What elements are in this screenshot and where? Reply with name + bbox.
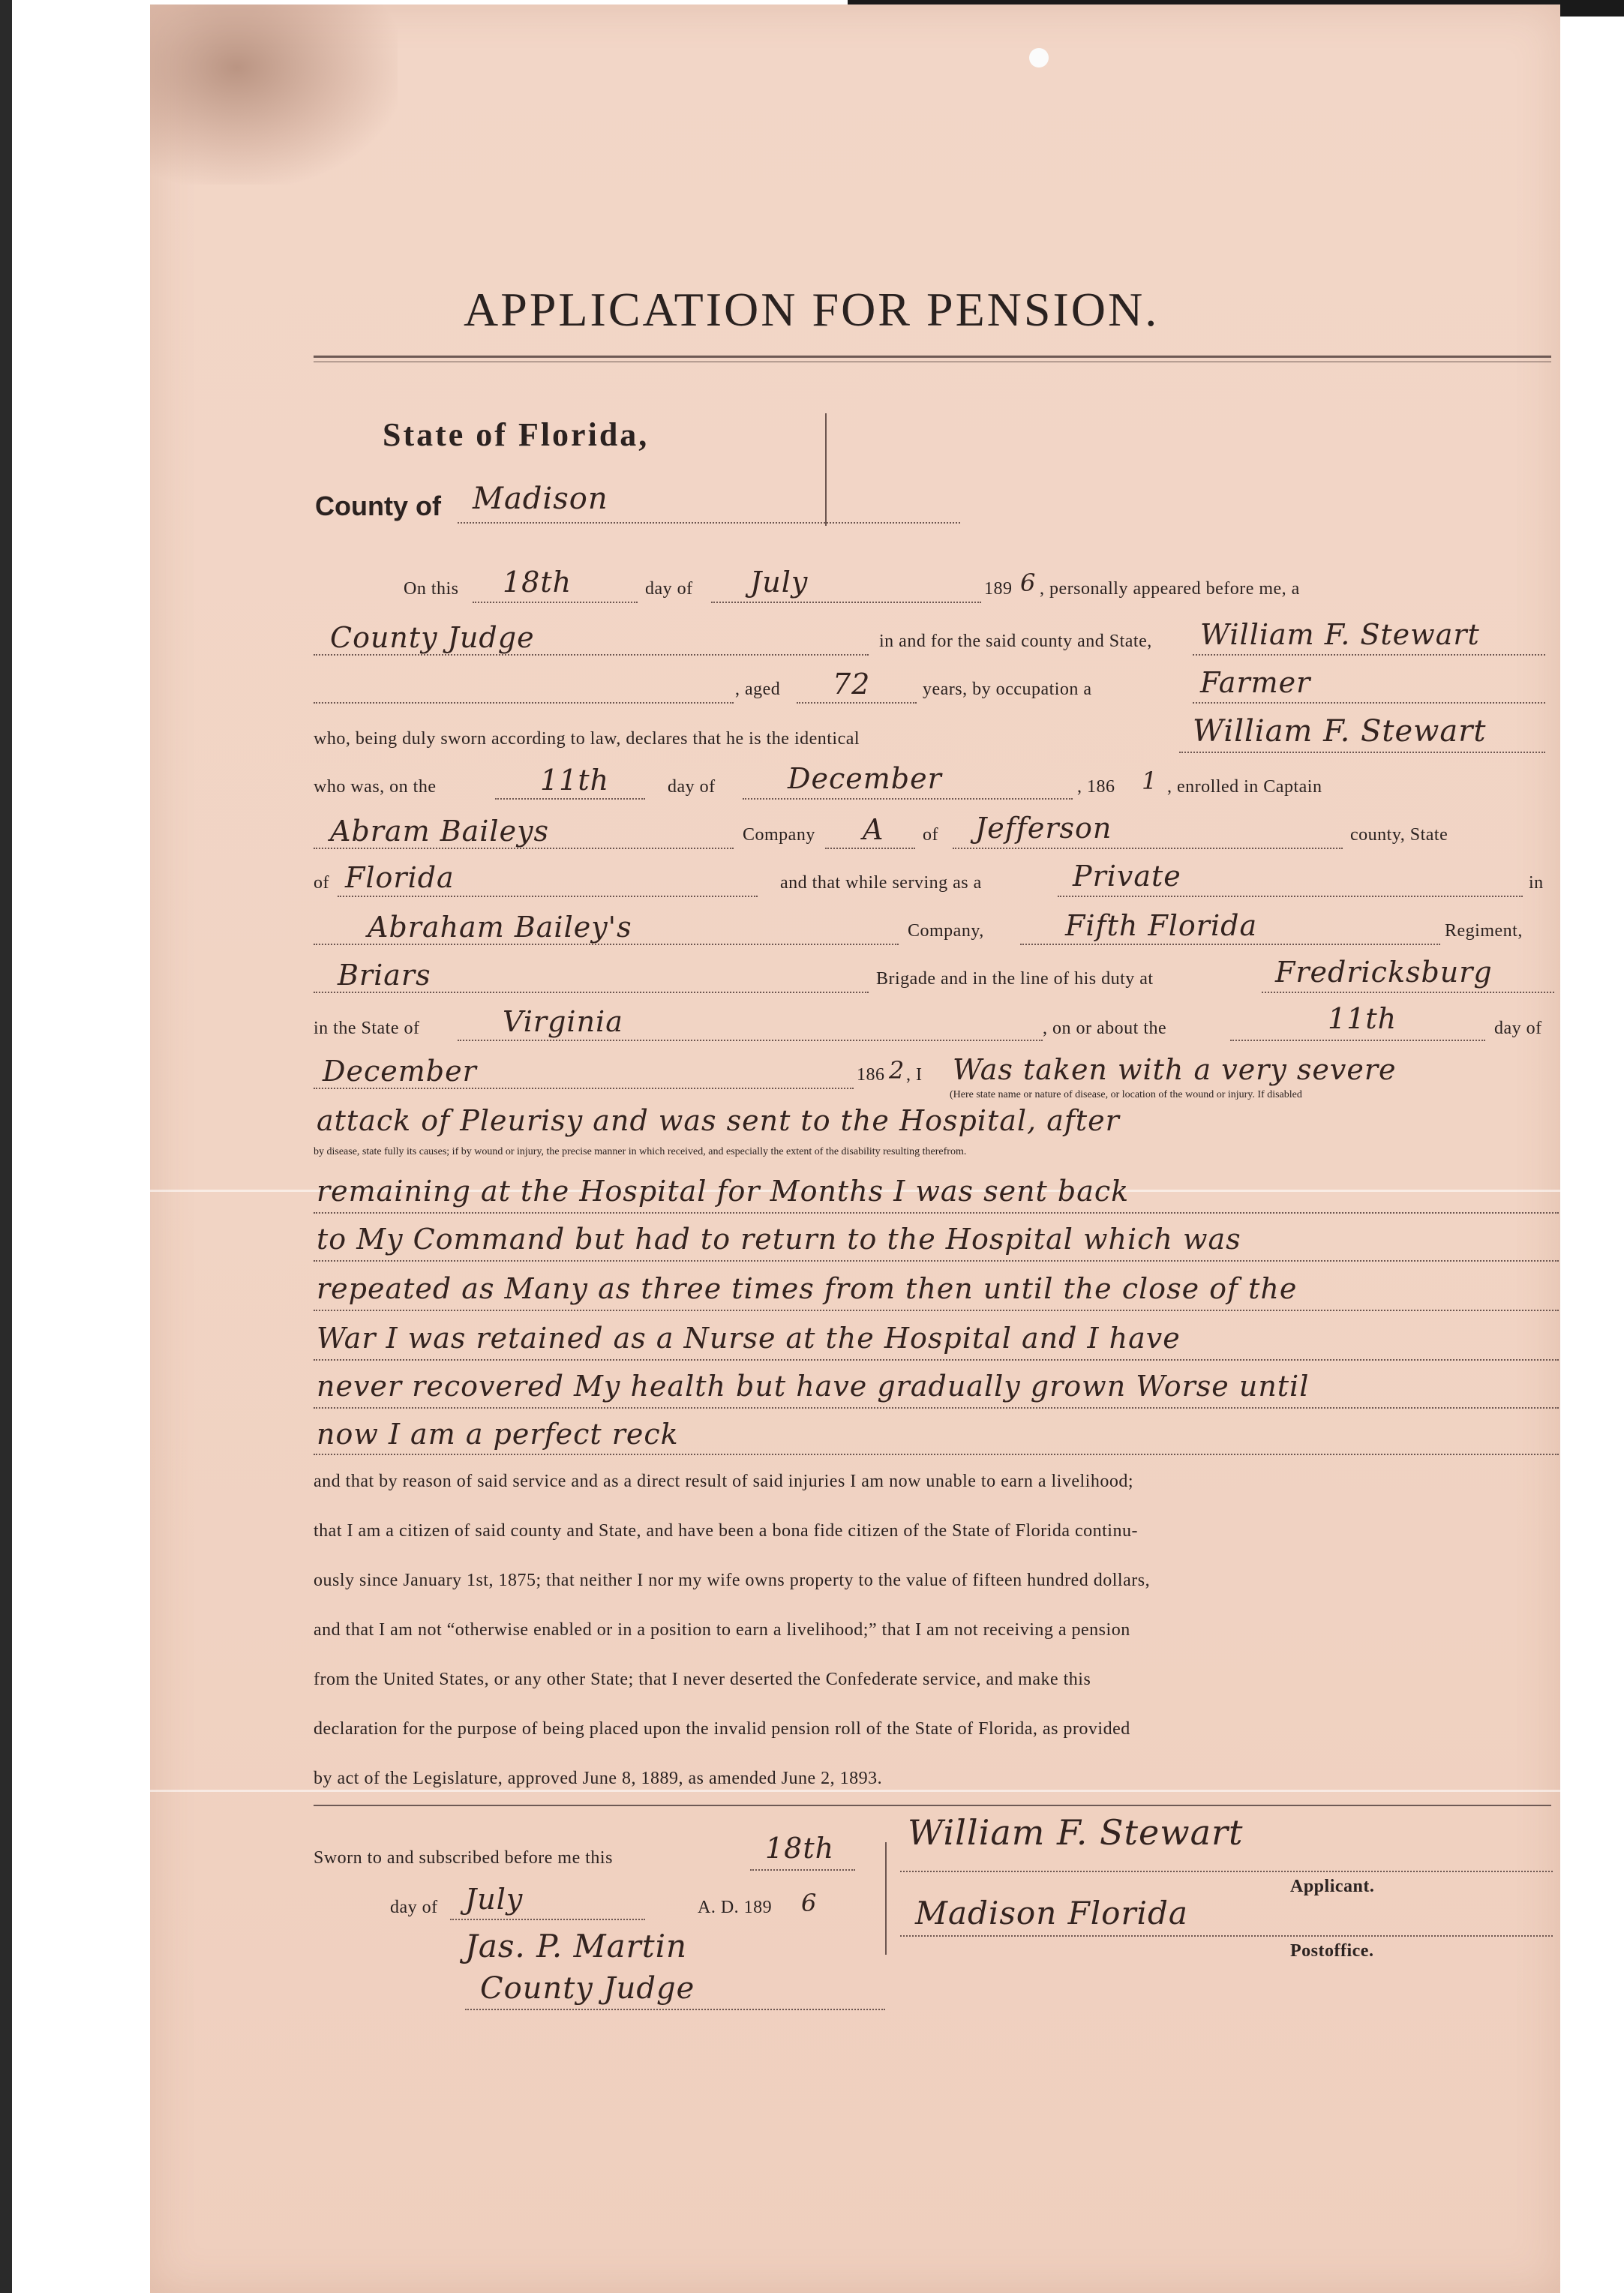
scan-left-edge xyxy=(0,0,12,2293)
injury-narrative-line: to My Command but had to return to the Hospital which was xyxy=(317,1223,1241,1256)
declaration-line: by act of the Legislature, approved June 8, 1889, as amended June 2, 1893. xyxy=(314,1769,883,1788)
occupation-line xyxy=(1193,702,1545,704)
label-occupation: years, by occupation a xyxy=(923,680,1092,699)
instruction-note-1: (Here state name or nature of disease, or location of the wound or injury. If disabled xyxy=(950,1089,1302,1100)
label-enroll-year: , 186 xyxy=(1077,777,1115,797)
declaration-line: declaration for the purpose of being placed upon the invalid pension roll of the State of Florida, as provided xyxy=(314,1719,1130,1739)
bracket xyxy=(825,413,827,526)
declaration-line: that I am a citizen of said county and State, and have been a bona fide citizen of the State of Florida continu- xyxy=(314,1521,1138,1541)
regiment-value: Fifth Florida xyxy=(1065,909,1258,942)
label-day-of-3: day of xyxy=(1494,1019,1542,1038)
identical-name-value: William F. Stewart xyxy=(1193,714,1487,749)
label-regiment: Regiment, xyxy=(1445,921,1523,941)
declaration-line: and that I am not “otherwise enabled or in a position to earn a livelihood;” that I am not receiving a pension xyxy=(314,1620,1130,1640)
brigade-value: Briars xyxy=(338,959,431,992)
declaration-line: and that by reason of said service and as a direct result of said injuries I am now unable to earn a livelihood; xyxy=(314,1472,1134,1491)
narrative-rule xyxy=(314,1212,1559,1214)
company-value: A xyxy=(863,813,884,846)
injury-line-2: attack of Pleurisy and was sent to the Hospital, after xyxy=(317,1104,1120,1137)
rank-value: Private xyxy=(1073,860,1181,893)
label-enrolled-captain: , enrolled in Captain xyxy=(1167,777,1322,797)
county-line xyxy=(458,522,960,524)
label-day-of-2: day of xyxy=(668,777,716,797)
postoffice-line xyxy=(900,1935,1553,1937)
label-company-2: Company, xyxy=(908,921,984,941)
punch-hole xyxy=(1029,48,1049,68)
place-state-line xyxy=(458,1040,1043,1041)
day-line xyxy=(473,602,638,603)
title-rule xyxy=(314,356,1551,358)
injury-month-line xyxy=(314,1088,854,1089)
document-title: APPLICATION FOR PENSION. xyxy=(464,283,1160,336)
injury-day-line xyxy=(1230,1040,1485,1041)
company2-value: Abraham Bailey's xyxy=(368,911,632,944)
sworn-year-digit: 6 xyxy=(801,1889,818,1917)
applicant-signature: William F. Stewart xyxy=(908,1812,1244,1853)
age-value: 72 xyxy=(833,668,871,701)
label-on-this: On this xyxy=(404,579,459,599)
pension-application-document xyxy=(150,5,1560,2293)
county2-line xyxy=(953,848,1343,849)
label-company: Company xyxy=(743,825,815,845)
sworn-month-value: July xyxy=(465,1883,524,1916)
state-label: State of Florida, xyxy=(383,416,650,453)
narrative-rule xyxy=(314,1310,1559,1311)
occupation-value: Farmer xyxy=(1200,666,1311,699)
label-injury-year: 186 xyxy=(857,1065,885,1085)
label-in-and-for: in and for the said county and State, xyxy=(879,632,1152,651)
label-appeared: , personally appeared before me, a xyxy=(1040,579,1300,599)
year-digit: 6 xyxy=(1020,569,1037,597)
injury-narrative-line: remaining at the Hospital for Months I was sent back xyxy=(317,1175,1130,1208)
applicant-name-value: William F. Stewart xyxy=(1200,618,1480,651)
day-value: 18th xyxy=(503,566,572,599)
month-value: July xyxy=(750,566,809,599)
injury-narrative-line: now I am a perfect reck xyxy=(317,1418,679,1451)
month-line xyxy=(711,602,981,603)
rank-line xyxy=(1058,896,1523,897)
injury-narrative-line: repeated as Many as three times from then until the close of the xyxy=(317,1272,1298,1305)
label-in-state-of: in the State of xyxy=(314,1019,420,1038)
instruction-note-2: by disease, state fully its causes; if by wound or injury, the precise manner in which received, and especially the extent of the disability resulting therefrom. xyxy=(314,1146,967,1157)
injury-month-value: December xyxy=(323,1055,477,1088)
label-of: of xyxy=(923,825,938,845)
sworn-day-value: 18th xyxy=(765,1832,835,1865)
captain-value: Abram Baileys xyxy=(330,815,550,848)
narrative-rule xyxy=(314,1359,1559,1361)
injury-narrative-line: War I was retained as a Nurse at the Hospital and I have xyxy=(317,1322,1181,1355)
brigade-line xyxy=(314,992,869,993)
label-ad: A. D. 189 xyxy=(698,1898,773,1917)
applicant-line xyxy=(900,1871,1553,1872)
declaration-line: from the United States, or any other State; that I never deserted the Confederate service, and make this xyxy=(314,1670,1091,1689)
label-of-2: of xyxy=(314,873,329,893)
enroll-year-digit: 1 xyxy=(1142,767,1158,795)
section-rule xyxy=(314,1805,1551,1806)
label-county-state: county, State xyxy=(1350,825,1448,845)
label-who-was: who was, on the xyxy=(314,777,437,797)
enroll-month-value: December xyxy=(788,762,942,795)
injury-year-digit: 2 xyxy=(889,1056,905,1085)
county-label: County of xyxy=(315,491,441,521)
fold-line xyxy=(150,1790,1560,1792)
place-value: Fredricksburg xyxy=(1275,956,1493,989)
judge-signature: Jas. P. Martin xyxy=(465,1928,688,1964)
county-value: Madison xyxy=(473,482,608,516)
label-brigade: Brigade and in the line of his duty at xyxy=(876,969,1154,989)
officer-value: County Judge xyxy=(330,621,535,654)
county2-value: Jefferson xyxy=(975,812,1112,845)
label-on-or-about: , on or about the xyxy=(1043,1019,1167,1038)
label-day-of: day of xyxy=(645,579,693,599)
officer-line xyxy=(314,654,869,656)
identical-name-line xyxy=(1179,752,1545,753)
narrative-rule xyxy=(314,1407,1559,1409)
captain-line xyxy=(314,848,734,849)
sworn-text: Sworn to and subscribed before me this xyxy=(314,1848,613,1868)
label-in: in xyxy=(1529,873,1544,893)
age-line xyxy=(797,702,917,704)
judge-title: County Judge xyxy=(480,1971,695,2006)
injury-narrative-line: never recovered My health but have gradually grown Worse until xyxy=(317,1370,1310,1403)
label-aged: , aged xyxy=(735,680,781,699)
postoffice-label: Postoffice. xyxy=(1290,1941,1374,1961)
declaration-line: ously since January 1st, 1875; that neither I nor my wife owns property to the value of fifteen hundred dollars, xyxy=(314,1571,1151,1590)
state2-value: Florida xyxy=(345,861,455,894)
state2-line xyxy=(338,896,758,897)
regiment-line xyxy=(1020,944,1440,945)
sworn-bracket xyxy=(885,1842,887,1955)
enroll-day-value: 11th xyxy=(540,764,610,797)
place-line xyxy=(1262,992,1554,993)
enroll-day-line xyxy=(495,798,645,800)
narrative-rule xyxy=(314,1260,1559,1262)
company2-line xyxy=(314,944,899,945)
label-comma-i: , I xyxy=(906,1065,923,1085)
sworn-month-line xyxy=(450,1919,645,1920)
judge-line xyxy=(465,2009,885,2010)
label-who-being: who, being duly sworn according to law, declares that he is the identical xyxy=(314,729,860,749)
injury-day-value: 11th xyxy=(1328,1002,1397,1035)
sworn-day-line xyxy=(750,1869,855,1871)
postoffice-value: Madison Florida xyxy=(915,1895,1188,1931)
applicant-label: Applicant. xyxy=(1290,1877,1375,1896)
company-line xyxy=(825,848,915,849)
label-year: 189 xyxy=(984,579,1013,599)
enroll-month-line xyxy=(743,798,1073,800)
stain-mark xyxy=(150,5,398,185)
injury-line-1: Was taken with a very severe xyxy=(953,1053,1397,1086)
label-sworn-day-of: day of xyxy=(390,1898,438,1917)
blank-line xyxy=(314,702,734,704)
name-line xyxy=(1193,654,1545,656)
narrative-rule xyxy=(314,1454,1559,1455)
place-state-value: Virginia xyxy=(503,1005,623,1038)
label-while-serving: and that while serving as a xyxy=(780,873,982,893)
